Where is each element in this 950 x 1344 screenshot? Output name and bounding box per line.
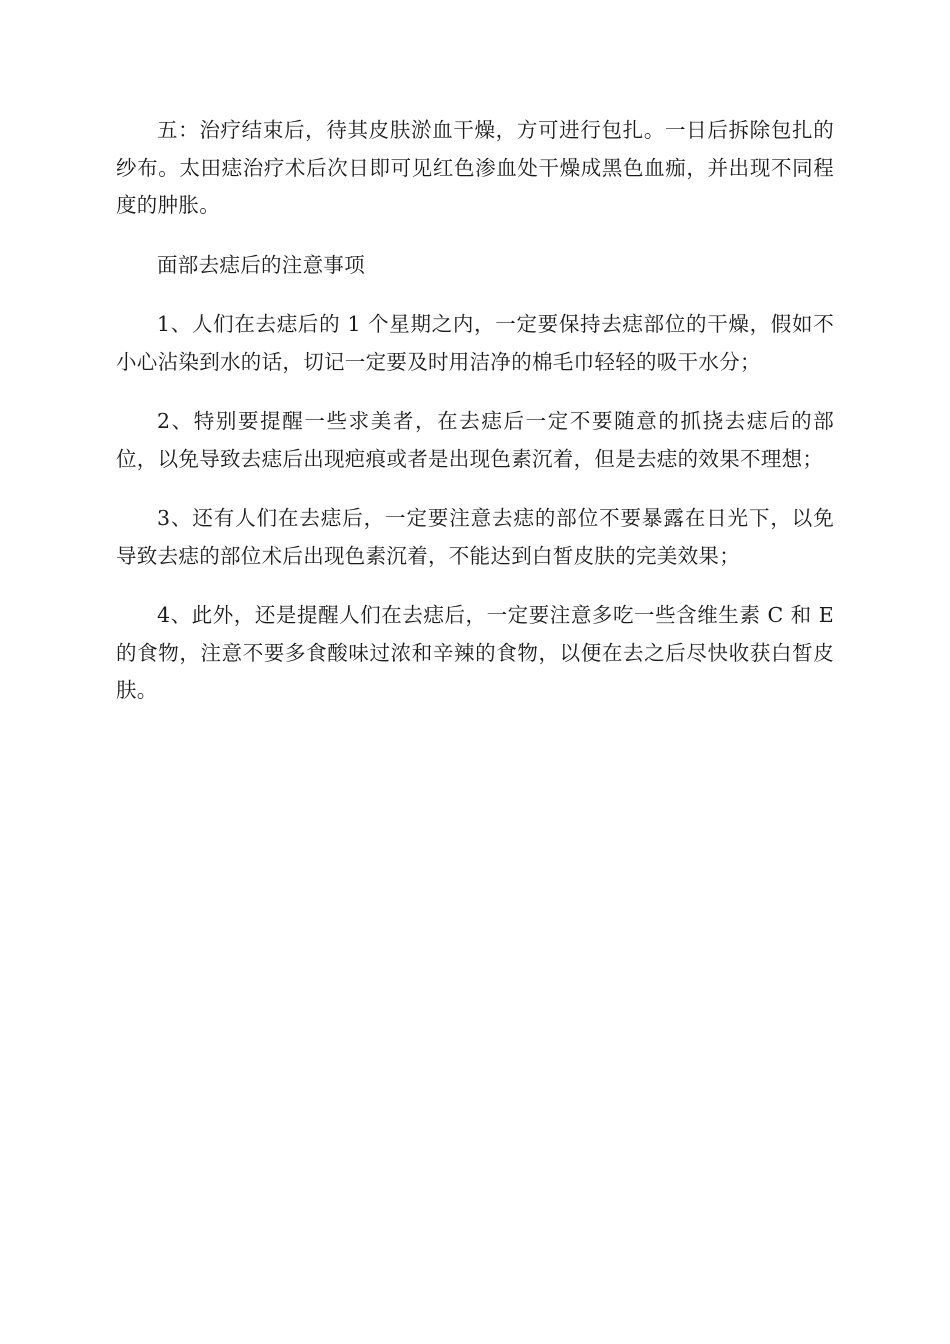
list-item-2: 2、特别要提醒一些求美者，在去痣后一定不要随意的抓挠去痣后的部位，以免导致去痣后出现疤痕或者是出现色素沉着，但是去痣的效果不理想； xyxy=(116,409,834,471)
section-heading: 面部去痣后的注意事项 xyxy=(157,252,365,277)
list-item-4: 4、此外，还是提醒人们在去痣后，一定要注意多吃一些含维生素 C 和 E 的食物，注意不要多食酸味过浓和辛辣的食物，以便在去之后尽快收获白皙皮肤。 xyxy=(116,603,834,702)
document-page xyxy=(116,112,834,732)
list-item-3: 3、还有人们在去痣后，一定要注意去痣的部位不要暴露在日光下，以免导致去痣的部位术后出现色素沉着，不能达到白皙皮肤的完美效果； xyxy=(116,506,834,568)
list-item-1: 1、人们在去痣后的 1 个星期之内，一定要保持去痣部位的干燥，假如不小心沾染到水的话，切记一定要及时用洁净的棉毛巾轻轻的吸干水分； xyxy=(116,312,834,374)
paragraph-step-five: 五：治疗结束后，待其皮肤淤血干燥，方可进行包扎。一日后拆除包扎的纱布。太田痣治疗术后次日即可见红色渗血处干燥成黑色血痂，并出现不同程度的肿胀。 xyxy=(116,118,834,217)
